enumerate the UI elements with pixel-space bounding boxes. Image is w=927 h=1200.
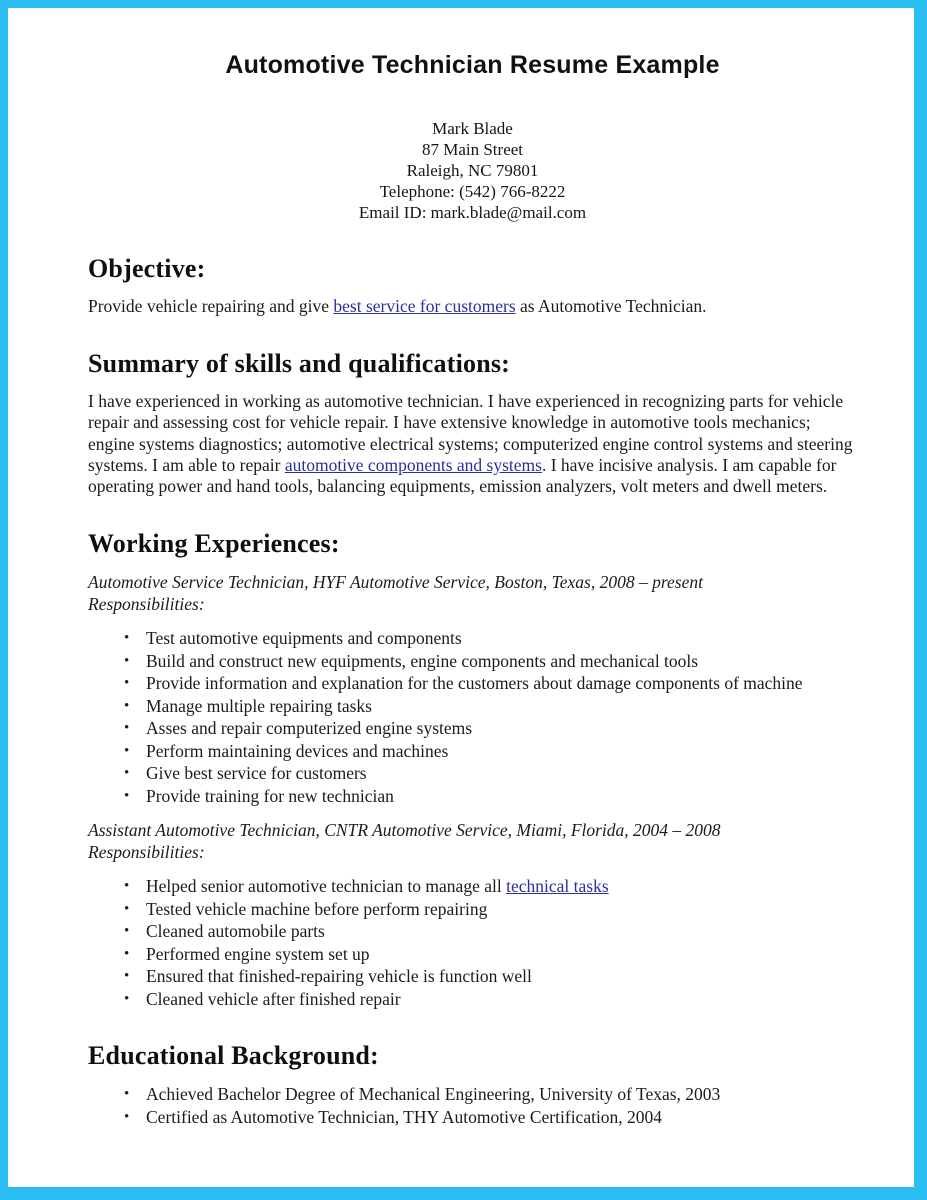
list-item: • Build and construct new equipments, engine components and mechanical tools	[88, 650, 857, 673]
job1-title-line: Automotive Service Technician, HYF Automotive Service, Boston, Texas, 2008 – present	[88, 572, 703, 592]
summary-text-before: I have experienced in working as automotive technician. I have experienced in recognizing parts for vehicle repair and assessing cost for vehicle repair. I have extensive knowledge in automotive tools mechanics; engine systems diagnostics; automotive electrical systems; computerized engine control systems and steering systems. I am able to repair	[88, 390, 853, 475]
list-item: • Cleaned vehicle after finished repair	[88, 988, 857, 1011]
list-item: • Perform maintaining devices and machines	[88, 740, 857, 763]
job1-responsibilities-label: Responsibilities:	[88, 593, 205, 614]
list-item: • Asses and repair computerized engine systems	[88, 717, 857, 740]
education-heading: Educational Background:	[88, 1041, 379, 1070]
summary-text	[88, 391, 857, 498]
education-bullet-list	[88, 1083, 857, 1128]
list-item: • Achieved Bachelor Degree of Mechanical Engineering, University of Texas, 2003	[88, 1083, 857, 1106]
job2-responsibilities-label: Responsibilities:	[88, 841, 205, 862]
page-title: Automotive Technician Resume Example	[225, 51, 720, 79]
list-item	[88, 875, 857, 898]
list-item: • Provide information and explanation for the customers about damage components of machine	[88, 672, 857, 695]
summary-link[interactable]: automotive components and systems	[284, 455, 542, 475]
objective-link[interactable]: best service for customers	[333, 296, 516, 317]
job1-bullet-list	[88, 627, 857, 807]
contact-name: Mark Blade	[432, 119, 513, 138]
job1-header	[88, 572, 857, 615]
technical-tasks-link[interactable]: technical tasks	[506, 876, 609, 896]
summary-heading: Summary of skills and qualifications:	[88, 348, 511, 378]
objective-text-before: Provide vehicle repairing and give	[88, 296, 334, 317]
job2-bullet1-text: Helped senior automotive technician to manage all	[146, 876, 507, 896]
objective-text-after: as Automotive Technician.	[515, 296, 707, 317]
list-item: • Test automotive equipments and components	[88, 627, 857, 650]
job2-bullet-list	[88, 875, 857, 1010]
job2-header	[88, 820, 857, 863]
list-item: • Provide training for new technician	[88, 785, 857, 808]
objective-text	[88, 296, 857, 317]
list-item: • Tested vehicle machine before perform repairing	[88, 898, 857, 921]
contact-block	[88, 118, 857, 223]
list-item: • Manage multiple repairing tasks	[88, 695, 857, 718]
experience-heading: Working Experiences:	[88, 528, 340, 558]
list-item: • Ensured that finished-repairing vehicle is function well	[88, 965, 857, 988]
objective-heading: Objective:	[88, 254, 206, 283]
list-item: • Certified as Automotive Technician, THY Automotive Certification, 2004	[88, 1106, 857, 1129]
list-item: • Cleaned automobile parts	[88, 920, 857, 943]
list-item: • Give best service for customers	[88, 762, 857, 785]
contact-street: 87 Main Street	[421, 140, 524, 159]
contact-email: Email ID: mark.blade@mail.com	[358, 203, 587, 222]
job2-title-line: Assistant Automotive Technician, CNTR Automotive Service, Miami, Florida, 2004 – 2008	[88, 820, 721, 840]
contact-city: Raleigh, NC 79801	[406, 161, 539, 180]
list-item: • Performed engine system set up	[88, 943, 857, 966]
contact-telephone: Telephone: (542) 766-8222	[379, 182, 566, 201]
resume-document	[8, 8, 914, 1187]
summary-text-after: . I have incisive analysis. I am capable for operating power and hand tools, balancing equipments, emission analyzers, volt meters and dwell meters.	[88, 455, 837, 497]
